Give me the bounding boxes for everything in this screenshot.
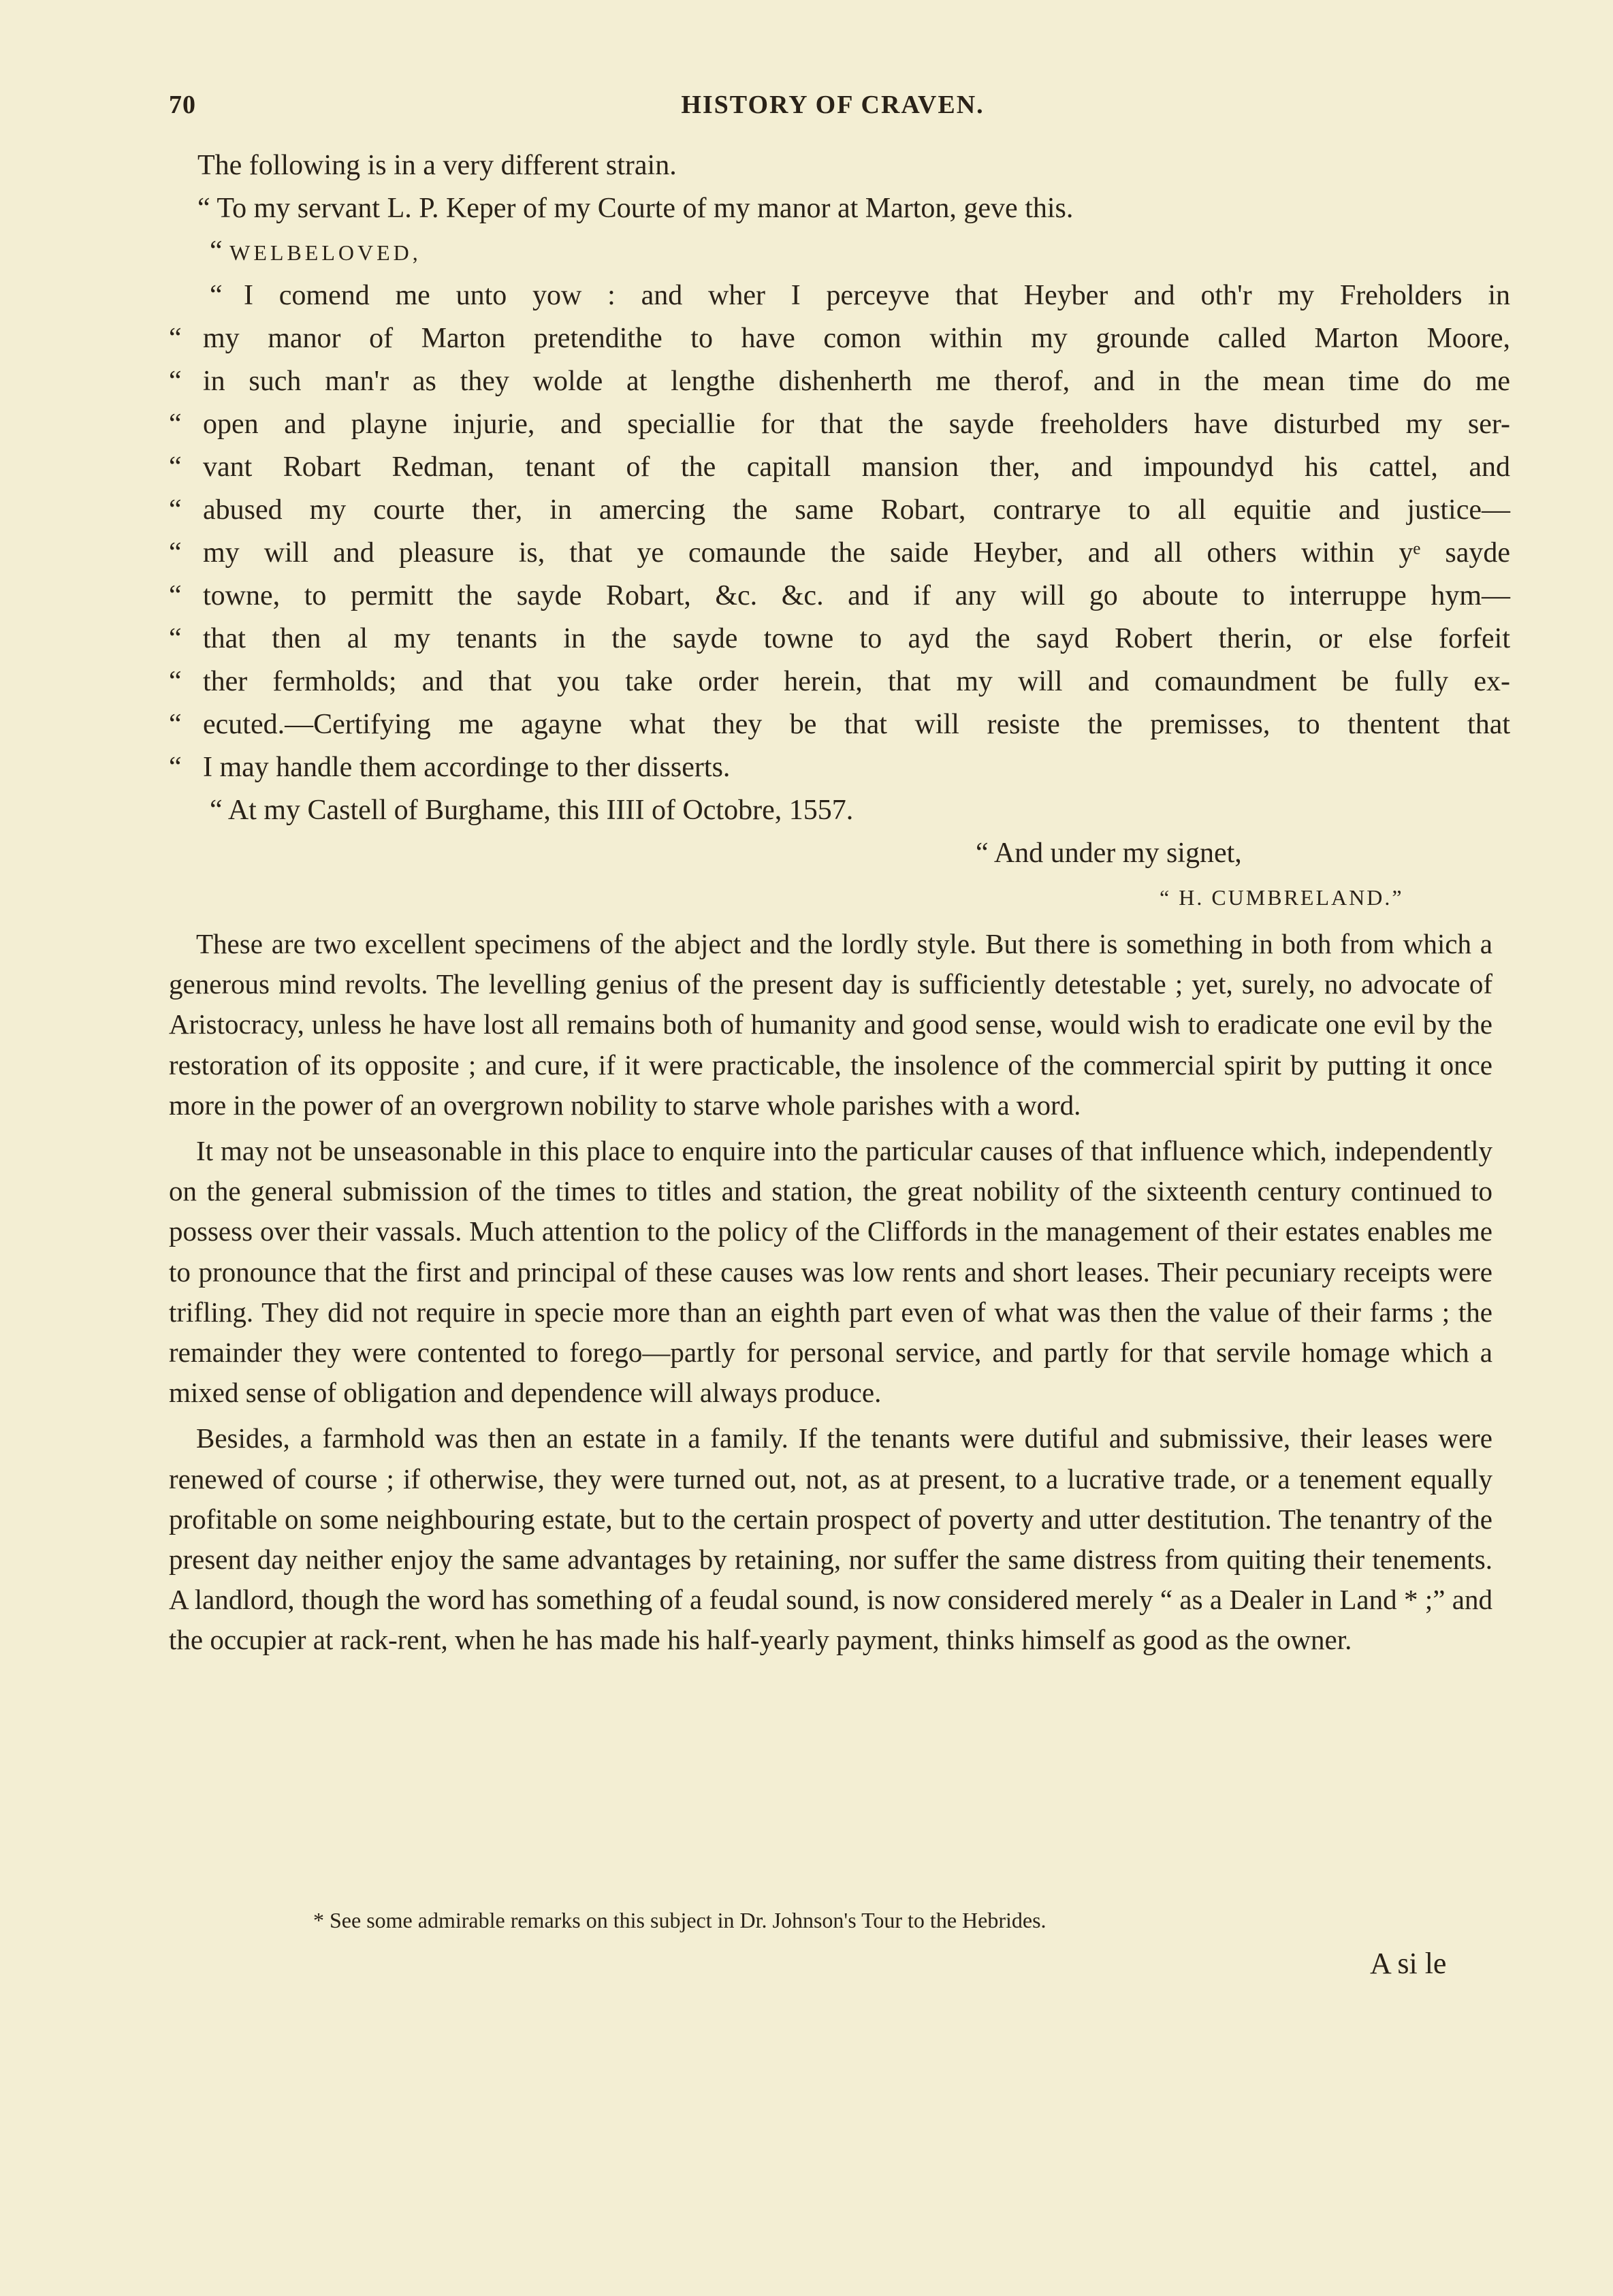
quote-mark: “ — [169, 409, 182, 440]
letter-line: “ that then al my tenants in the sayde towne to ayd the sayd Robert therin, or else forfeit — [169, 618, 1510, 660]
quote-mark: “ — [169, 537, 182, 569]
letter-line: “ I may handle them accordinge to ther disserts. — [169, 746, 1510, 789]
letter-line: “ open and playne injurie, and speciallie for that the sayde freeholders have disturbed my ser- — [169, 403, 1510, 446]
letter-signature: “ H. CUMBRELAND.” — [1160, 885, 1404, 910]
running-title: HISTORY OF CRAVEN. — [681, 91, 985, 119]
page-number: 70 — [169, 91, 196, 119]
page-header — [169, 82, 1497, 136]
quote-mark: “ — [210, 280, 223, 311]
letter-line: “ I comend me unto yow : and wher I perceyve that Heyber and oth'r my Freholders in — [169, 274, 1510, 317]
quote-mark: “ — [169, 709, 182, 740]
letter-salutation-line — [169, 230, 1510, 274]
body-text — [169, 924, 1492, 1666]
quote-mark: “ — [169, 323, 182, 354]
quote-mark: “ — [169, 623, 182, 654]
letter-line: “ ecuted.—Certifying me agayne what they be that will resiste the premisses, to thentent that — [169, 703, 1510, 746]
letter-address-line — [169, 187, 1510, 230]
letter-line: “ vant Robart Redman, tenant of the capitall mansion ther, and impoundyd his cattel, and — [169, 446, 1510, 489]
paragraph: It may not be unseasonable in this place to enquire into the particular causes of that influence which, independently on the general submission of the times to titles and station, the great nobility of the sixteenth century continued to possess over their vassals. Much attention to the policy of the Cliffords in the management of their estates enables me to pronounce that the first and principal of these causes was low rents and short leases. Their pecuniary receipts were trifling. They did not require in specie more than an eighth part even of what was then the value of their farms ; the remainder they were contented to forego—partly for personal service, and partly for that servile homage which a mixed sense of obligation and dependence will always produce. — [169, 1135, 1492, 1409]
quote-mark: “ — [197, 193, 210, 224]
letter-salutation: WELBELOVED, — [229, 240, 421, 265]
quote-mark: “ — [169, 451, 182, 483]
letter-closing: “ And under my signet, — [976, 838, 1242, 869]
letter-intro: The following is in a very different strain. — [197, 150, 677, 181]
letter-line: “ in such man'r as they wolde at lengthe dishenherth me therof, and in the mean time do me — [169, 360, 1510, 403]
quote-mark: “ — [169, 666, 182, 697]
quote-mark: “ — [210, 236, 223, 267]
quoted-letter — [169, 144, 1510, 919]
letter-line: “ ther fermholds; and that you take order herein, that my will and comaundment be fully ex- — [169, 660, 1510, 703]
letter-line: “ towne, to permitt the sayde Robart, &c. &c. and if any will go aboute to interruppe hym— — [169, 575, 1510, 618]
paragraph: These are two excellent specimens of the abject and the lordly style. But there is something in both from which a generous mind revolts. The levelling genius of the present day is sufficiently detestable ; yet, surely, no advocate of Aristocracy, unless he have lost all remains both of humanity and good sense, would wish to eradicate one evil by the restoration of its opposite ; and cure, if it were practicable, the insolence of the commercial spirit by putting it once more in the power of an overgrown nobility to starve whole parishes with a word. — [169, 928, 1492, 1121]
letter-line: “ my will and pleasure is, that ye comaunde the saide Heyber, and all others within yᵉ sayde — [169, 532, 1510, 575]
letter-line: “ my manor of Marton pretendithe to have comon within my grounde called Marton Moore, — [169, 317, 1510, 360]
letter-dated: “ At my Castell of Burghame, this IIII of Octobre, 1557. — [210, 795, 854, 826]
paragraph: Besides, a farmhold was then an estate in a family. If the tenants were dutiful and submissive, their leases were renewed of course ; if otherwise, they were turned out, not, as at present, to a lucrative trade, or a tenement equally profitable on some neighbouring estate, but to the certain prospect of poverty and utter destitution. The tenantry of the present day neither enjoy the same advantages by retaining, nor suffer the same distress from quiting their tenements. A landlord, though the word has something of a feudal sound, is now considered merely “ as a Dealer in Land * ;” and the occupier at rack-rent, when he has made his half-yearly payment, thinks himself as good as the owner. — [169, 1422, 1492, 1656]
letter-line: “ abused my courte ther, in amercing the same Robart, contrarye to all equitie and justice— — [169, 489, 1510, 532]
letter-address: To my servant L. P. Keper of my Courte of my manor at Marton, geve this. — [217, 193, 1074, 224]
quote-mark: “ — [169, 752, 182, 783]
quote-mark: “ — [169, 366, 182, 397]
quote-mark: “ — [169, 494, 182, 526]
quote-mark: “ — [169, 580, 182, 611]
catchword: A si le — [1370, 1947, 1447, 1980]
footnote: * See some admirable remarks on this subject in Dr. Johnson's Tour to the Hebrides. — [313, 1908, 1047, 1932]
